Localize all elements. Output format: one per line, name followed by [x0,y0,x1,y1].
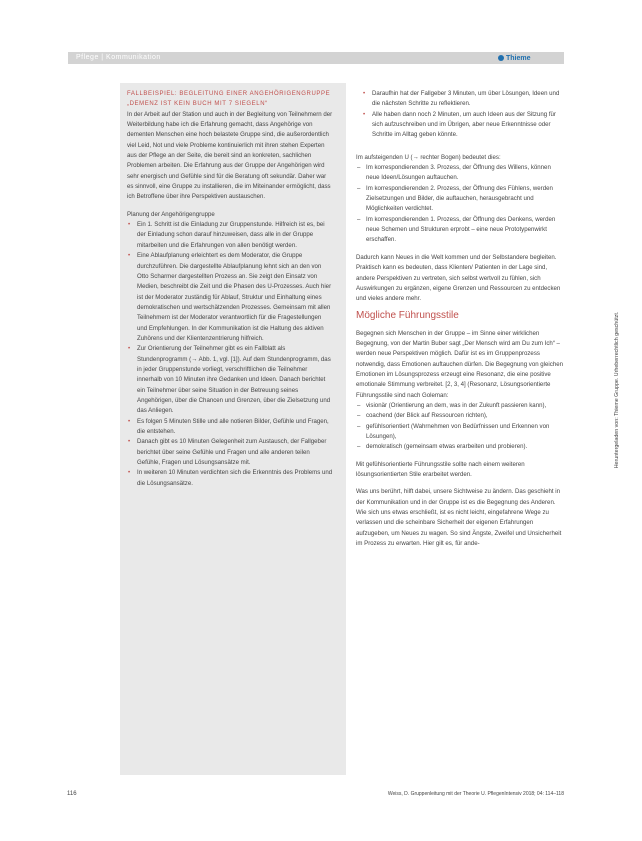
list-item: • Ein 1. Schritt ist die Einladung zur Gruppenstunde. Hilfreich ist es, bei der Einladung schon darauf hinzuweisen, dass alle in der Gruppe mitarbeiten und die Erfahrungen von allen benötigt werden. [127,220,333,251]
u-process-list [356,163,564,246]
body-paragraph: Mit gefühlsorientierte Führungsstile sollte nach einem weiteren lösungsorientierten Stile erarbeitet werden. [356,460,525,478]
u-intro: Im aufsteigenden U (→ rechter Bogen) bedeutet dies: [356,153,501,161]
list-item: • Daraufhin hat der Fallgeber 3 Minuten, um über Lösungen, Ideen und die nächsten Schritte zu reflektieren. [362,89,564,110]
list-item: – demokratisch (gemeinsam etwas erarbeiten und probieren). [356,442,564,452]
box-intro: In der Arbeit auf der Station und auch in der Begleitung von Teilnehmern der Weiterbildung habe ich die Erfahrung gemacht, dass Angehörige von dementen Menschen eine hoch belastete Gruppe sind, die außerordentlich viel Leid, Not und viele Probleme kontinuierlich mit ihren stehen Experten aus der Pflege an der Seite, die bereit sind an konkreten, sachlichen Problemen arbeiten. Die Erfahrung aus der Gruppe der Angehörigen wird sehr energisch und Gefühle sind für die Beratung oft sekundär. Daher war es sinnvoll, eine Gruppe zu installieren, die im Miteinander ermöglicht, dass ich Betroffene über ihre Perspektiven austauschen. [127,110,333,201]
list-item: • In weiteren 10 Minuten verdichten sich die Erkenntnis des Problems und die Lösungsansätze. [127,468,333,489]
list-item: • Eine Ablaufplanung erleichtert es dem Moderator, die Gruppe durchzuführen. Die dargestellte Ablaufplanung lehnt sich an den von Otto Scharmer dargestellten Prozess an. Sie zeigt den Einsatz von Medien, beschreibt die Zeit und die Phasen des U-Prozesses. Auch hier ist der Moderator zuständig für Ablauf, Struktur und Einhaltung eines demokratischen und wertschätzenden Prozesses. Gemeinsam mit allen Teilnehmern ist der Moderator verantwortlich für die Fragestellungen und Empfehlungen. In der Kommunikation ist die Haltung des aktiven Zuhörens und der Klientenzentrierung hilfreich. [127,251,333,344]
page-number: 116 [67,791,77,797]
section-label: Pflege | Kommunikation [76,54,161,61]
copyright-sidebar [613,230,621,550]
list-item: • Danach gibt es 10 Minuten Gelegenheit zum Austausch, der Fallgeber berichtet über seine Gefühle und Fragen und alle anderen teilen Gefühle, Fragen und Lösungsansätze mit. [127,437,333,468]
logo-icon [498,55,504,61]
list-item: – coachend (der Blick auf Ressourcen richten), [356,411,564,421]
list-item: • Zur Orientierung der Teilnehmer gibt es ein Fallblatt als Stundenprogramm (→ Abb. 1, vgl. [1]). Auf dem Stundenprogramm, das in jeder Gruppenstunde vorliegt, verschriftlichen die Teilnehmer innerhalb von 10 Minuten ihre Gedanken und Ideen. Danach berichtet ein Teilnehmer über seine Situation in der Betreuung seines Angehörigen, über die Chancen und Grenzen, über die Zielsetzung und das Anliegen. [127,344,333,416]
right-column [356,89,564,549]
list-item: – visionär (Orientierung an dem, was in der Zukunft passieren kann), [356,401,564,411]
list-item: – Im korrespondierenden 2. Prozess, der Öffnung des Fühlens, werden Zielsetzungen und Bilder, die auftauchen, herausgebracht und Möglichkeiten verdichtet. [356,184,564,215]
copyright-text: Heruntergeladen von: Thieme Gruppe. Urheberrechtlich geschützt. [614,311,620,469]
box-continued-list [356,89,564,141]
publisher-logo [498,52,531,64]
list-item: – Im korrespondierenden 1. Prozess, der Öffnung des Denkens, werden neue Schemen und Strukturen erprobt – eine neue Prototypenwirkt erschaffen. [356,215,564,246]
list-item: • Es folgen 5 Minuten Stille und alle notieren Bilder, Gefühle und Fragen, die entstehen. [127,417,333,438]
body-paragraph: Dadurch kann Neues in die Welt kommen und der Selbstandere begleiten. Praktisch kann es bedeuten, dass Klienten/ Patienten in der Lage sind, andere Perspektiven zu vertreten, sich selbst wertvoll zu fühlen, sich Auswirkungen zu ergänzen, eigene Grenzen und Ressourcen zu entdecken und vieles andere mehr. [356,253,561,303]
body-paragraph: Begegnen sich Menschen in der Gruppe – im Sinne einer wirklichen Begegnung, von der Martin Buber sagt „Der Mensch wird am Du zum Ich“ – werden neue Perspektiven möglich. Dafür ist es im Gruppenprozess notwendig, dass Emotionen auftauchen dürfen. Die Begegnung von gleichen Emotionen im Lösungsprozess erzeugt eine Resonanz, die eine positive emotionale Stimmung verbreitet. [2, 3, 4] (Resonanz, Lösungsorientierte Führungsstile sind nach Goleman: [356,329,563,399]
list-item: • Alle haben dann noch 2 Minuten, um auch Ideen aus der Sitzung für sich aufzuschreiben und im Übrigen, aber neue Erkenntnisse oder Schritte im Alltag geben könnte. [362,110,564,141]
logo-text: Thieme [506,54,531,62]
planning-title: Planung der Angehörigengruppe [127,210,215,218]
list-item: – Im korrespondierenden 3. Prozess, der Öffnung des Willens, können neue Ideen/Lösungen auftauchen. [356,163,564,184]
section-heading: Mögliche Führungsstile [356,309,459,321]
box-title: FALLBEISPIEL: BEGLEITUNG EINER ANGEHÖRIGENGRUPPE „DEMENZ IST KEIN BUCH MIT 7 SIEGELN“ [127,91,331,108]
body-paragraph: Was uns berührt, hilft dabei, unsere Sichtweise zu ändern. Das geschieht in der Kommunikation und in der Gruppe ist es die Begegnung des Anderen. Wie sich uns etwas erschließt, ist es nicht leicht, eingefahrene Wege zu verlassen und die scheinbare Sicherheit der eigenen Erfahrungen aufzugeben, um Neues zu wagen. So sind Ängste, Zweifel und Unsicherheit im Prozess zu erwarten. Hier gilt es, für ande- [356,488,562,548]
citation: Weiss, D. Gruppenleitung mit der Theorie U. PflegenIntensiv 2018; 04: 114–118 [387,791,564,797]
left-column [127,89,333,489]
leadership-styles-list [356,401,564,453]
list-item: – gefühlsorientiert (Wahrnehmen von Bedürfnissen und Erkennen von Lösungen), [356,422,564,443]
planning-list [127,220,333,489]
